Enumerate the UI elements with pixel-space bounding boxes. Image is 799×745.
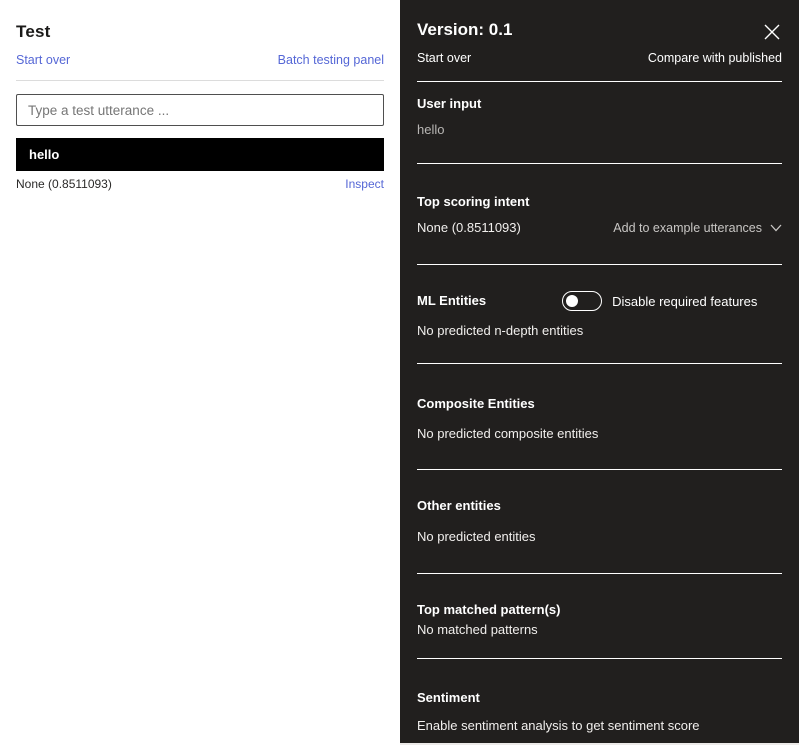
- add-to-example-utterances-dropdown[interactable]: [613, 221, 782, 235]
- test-utterance-input[interactable]: [16, 94, 384, 126]
- test-pane-links: [16, 53, 384, 67]
- toggle-knob: [566, 295, 578, 307]
- chevron-down-icon: [770, 224, 782, 232]
- result-row: [16, 177, 384, 191]
- user-input-value: hello: [417, 122, 445, 137]
- ml-entities-value: No predicted n-depth entities: [417, 323, 584, 338]
- panel-divider: [417, 469, 782, 470]
- disable-required-features-toggle[interactable]: [562, 291, 602, 311]
- top-scoring-intent-heading: Top scoring intent: [417, 194, 530, 209]
- panel-divider: [417, 81, 782, 82]
- sentiment-heading: Sentiment: [417, 690, 480, 705]
- version-title: Version: 0.1: [417, 20, 513, 39]
- top-matched-patterns-value: No matched patterns: [417, 622, 538, 637]
- panel-divider: [417, 363, 782, 364]
- batch-testing-panel-link[interactable]: Batch testing panel: [277, 53, 384, 67]
- sentiment-value: Enable sentiment analysis to get sentiment score: [417, 718, 700, 733]
- add-to-example-utterances-label: Add to example utterances: [613, 221, 762, 235]
- utterance-result-row[interactable]: [16, 138, 384, 171]
- panel-divider: [417, 163, 782, 164]
- top-matched-patterns-heading: Top matched pattern(s): [417, 602, 561, 617]
- test-pane-title: Test: [16, 22, 51, 41]
- ml-entities-row: [417, 291, 782, 311]
- top-scoring-intent-row: [417, 219, 782, 237]
- start-over-link[interactable]: Start over: [16, 53, 71, 67]
- close-icon[interactable]: [762, 22, 782, 42]
- inspect-panel-header: [417, 20, 782, 42]
- test-pane-divider: [16, 80, 384, 81]
- other-entities-value: No predicted entities: [417, 529, 536, 544]
- panel-divider: [417, 658, 782, 659]
- utterance-text: hello: [29, 147, 60, 162]
- panel-start-over-link[interactable]: Start over: [417, 51, 472, 65]
- compare-with-published-link[interactable]: Compare with published: [647, 51, 782, 65]
- composite-entities-heading: Composite Entities: [417, 396, 535, 411]
- inspect-panel-links: [417, 51, 782, 65]
- intent-score-text: None (0.8511093): [16, 177, 112, 191]
- inspect-panel: [400, 0, 799, 745]
- ml-entities-heading: ML Entities: [417, 293, 487, 308]
- panel-divider: [417, 573, 782, 574]
- disable-required-features-label: Disable required features: [612, 293, 758, 309]
- panel-divider: [417, 264, 782, 265]
- top-scoring-intent-value: None (0.8511093): [417, 220, 521, 235]
- composite-entities-value: No predicted composite entities: [417, 426, 599, 441]
- inspect-link[interactable]: Inspect: [345, 177, 384, 191]
- user-input-heading: User input: [417, 96, 482, 111]
- other-entities-heading: Other entities: [417, 498, 501, 513]
